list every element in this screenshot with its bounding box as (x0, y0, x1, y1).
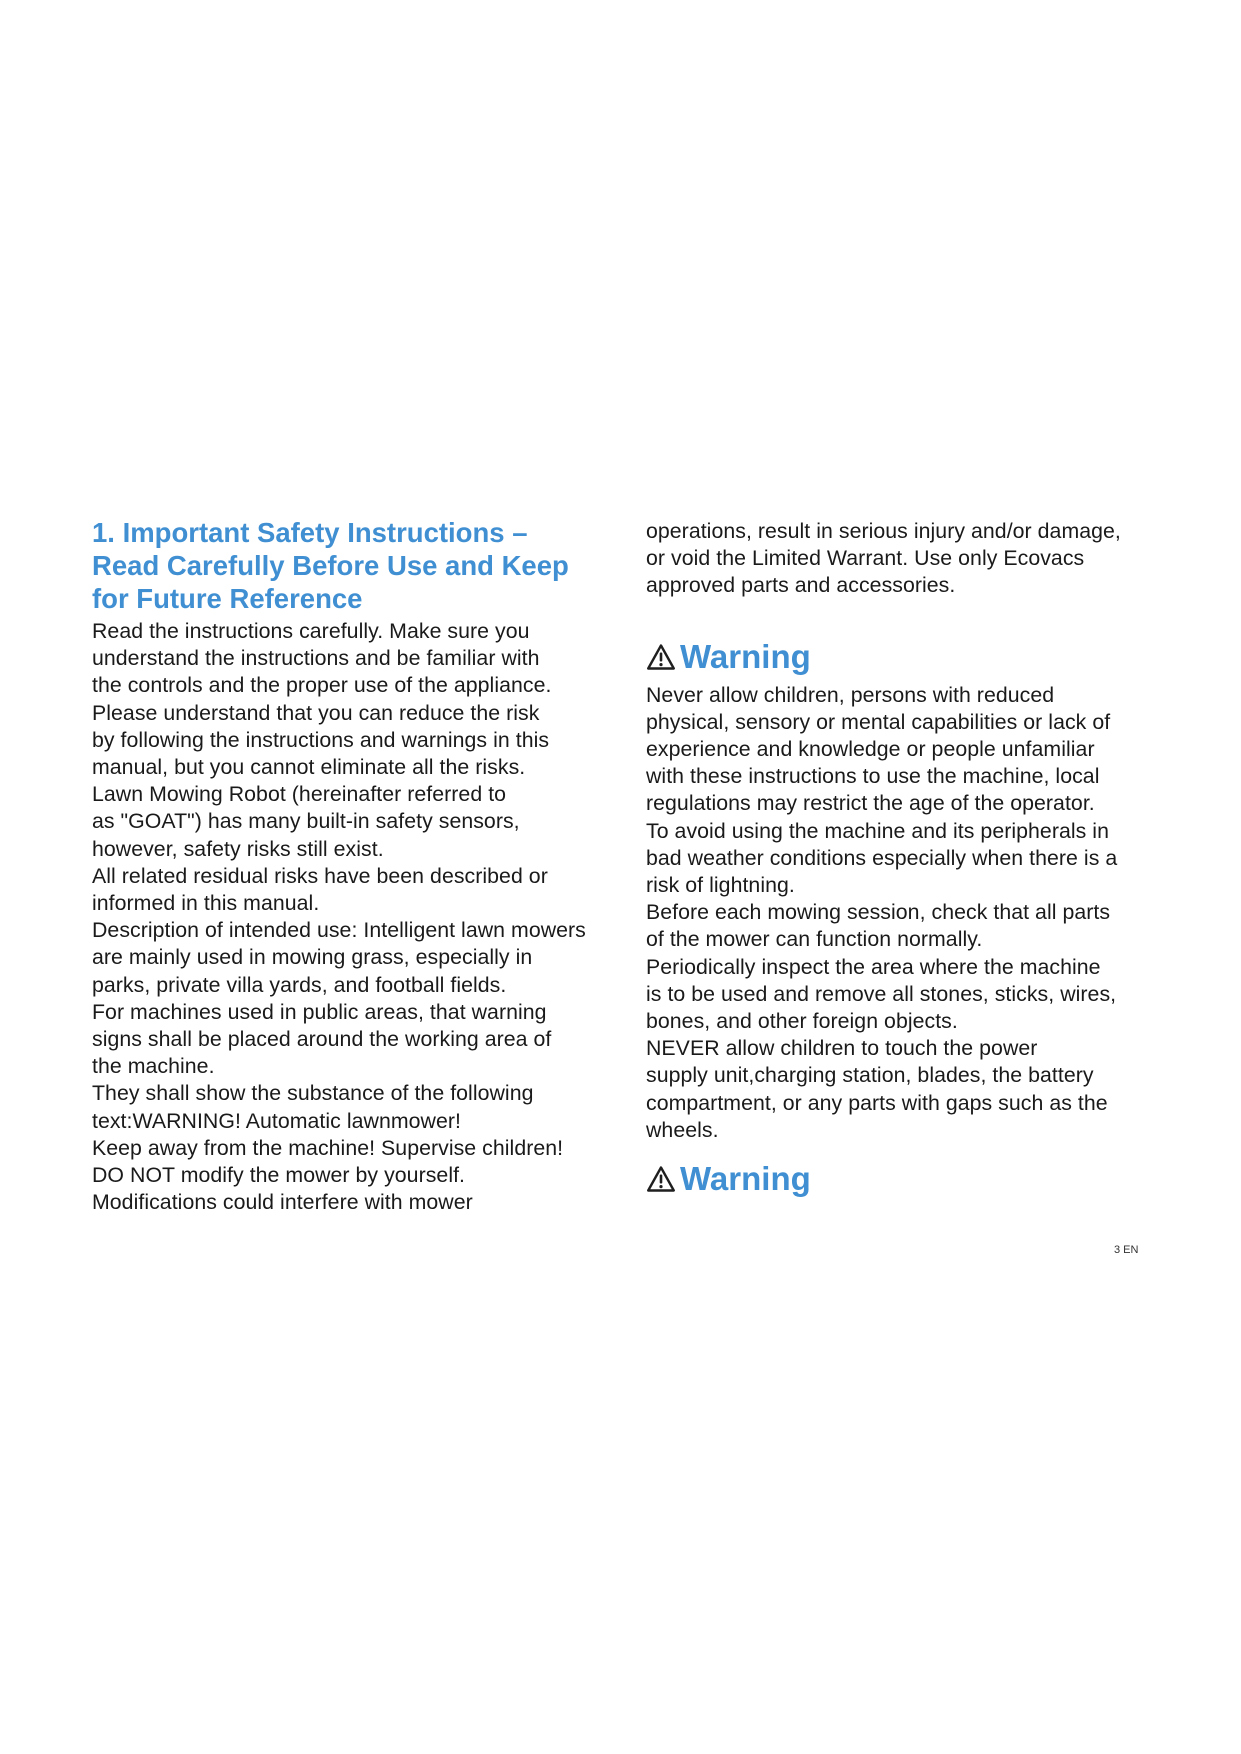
body-line: signs shall be placed around the working area of (92, 1027, 552, 1052)
body-line: To avoid using the machine and its peripherals in (646, 818, 1109, 843)
body-line: For machines used in public areas, that warning (92, 999, 547, 1024)
body-line: risk of lightning. (646, 873, 795, 898)
body-line: by following the instructions and warnings in this (92, 727, 550, 752)
body-line: with these instructions to use the machine, local (646, 764, 1100, 789)
body-line: physical, sensory or mental capabilities or lack of (646, 709, 1111, 734)
warning-label: Warning (680, 637, 811, 675)
body-line: manual, but you cannot eliminate all the risks. (92, 755, 526, 780)
section-title-line: Read Carefully Before Use and Keep (92, 550, 569, 581)
page-number: 3 EN (1114, 1244, 1139, 1256)
body-line: wheels. (646, 1117, 719, 1142)
left-column (92, 516, 612, 1216)
body-line: Periodically inspect the area where the machine (646, 954, 1101, 979)
warning-triangle-icon (646, 1165, 676, 1193)
body-line: approved parts and accessories. (646, 573, 956, 598)
continued-text (646, 518, 1166, 600)
body-line: or void the Limited Warrant. Use only Ecovacs (646, 546, 1085, 571)
body-line: compartment, or any parts with gaps such as the (646, 1090, 1108, 1115)
body-line: are mainly used in mowing grass, especially in (92, 945, 533, 970)
body-line: Keep away from the machine! Supervise children! (92, 1135, 564, 1160)
warning-label: Warning (680, 1160, 811, 1198)
body-line: understand the instructions and be familiar with (92, 646, 540, 671)
body-line: of the mower can function normally. (646, 927, 983, 952)
section-title-line: 1. Important Safety Instructions – (92, 517, 528, 548)
body-line: Please understand that you can reduce the risk (92, 700, 540, 725)
right-column (646, 518, 1166, 1200)
body-line: NEVER allow children to touch the power (646, 1036, 1038, 1061)
warning-heading (646, 636, 1166, 678)
body-line: informed in this manual. (92, 891, 320, 916)
body-line: Description of intended use: Intelligent lawn mowers (92, 918, 586, 943)
warning-heading (646, 1158, 1166, 1200)
body-line: is to be used and remove all stones, sticks, wires, (646, 981, 1117, 1006)
warning-text (646, 682, 1166, 1144)
section-title-line: for Future Reference (92, 583, 363, 614)
section-title (92, 516, 612, 615)
body-line: Never allow children, persons with reduced (646, 682, 1055, 707)
body-line: Before each mowing session, check that all parts (646, 900, 1111, 925)
body-line: parks, private villa yards, and football fields. (92, 972, 507, 997)
body-line: the machine. (92, 1054, 215, 1079)
body-line: They shall show the substance of the following (92, 1081, 534, 1106)
body-line: experience and knowledge or people unfamiliar (646, 737, 1095, 762)
body-line: supply unit,charging station, blades, the battery (646, 1063, 1094, 1088)
warning-triangle-icon (646, 643, 676, 671)
body-line: DO NOT modify the mower by yourself. (92, 1163, 466, 1188)
body-line: as "GOAT") has many built-in safety sensors, (92, 809, 520, 834)
body-line: Read the instructions carefully. Make sure you (92, 619, 530, 643)
body-line: All related residual risks have been described or (92, 863, 548, 888)
body-line: regulations may restrict the age of the operator. (646, 791, 1095, 816)
body-line: Lawn Mowing Robot (hereinafter referred to (92, 782, 507, 807)
body-line: bones, and other foreign objects. (646, 1009, 958, 1034)
body-line: however, safety risks still exist. (92, 836, 384, 861)
intro-text (92, 618, 612, 1216)
body-line: text:WARNING! Automatic lawnmower! (92, 1108, 461, 1133)
body-line: operations, result in serious injury and/or damage, (646, 519, 1121, 543)
body-line: Modifications could interfere with mower (92, 1190, 473, 1215)
body-line: the controls and the proper use of the appliance. (92, 673, 552, 698)
body-line: bad weather conditions especially when there is a (646, 845, 1118, 870)
